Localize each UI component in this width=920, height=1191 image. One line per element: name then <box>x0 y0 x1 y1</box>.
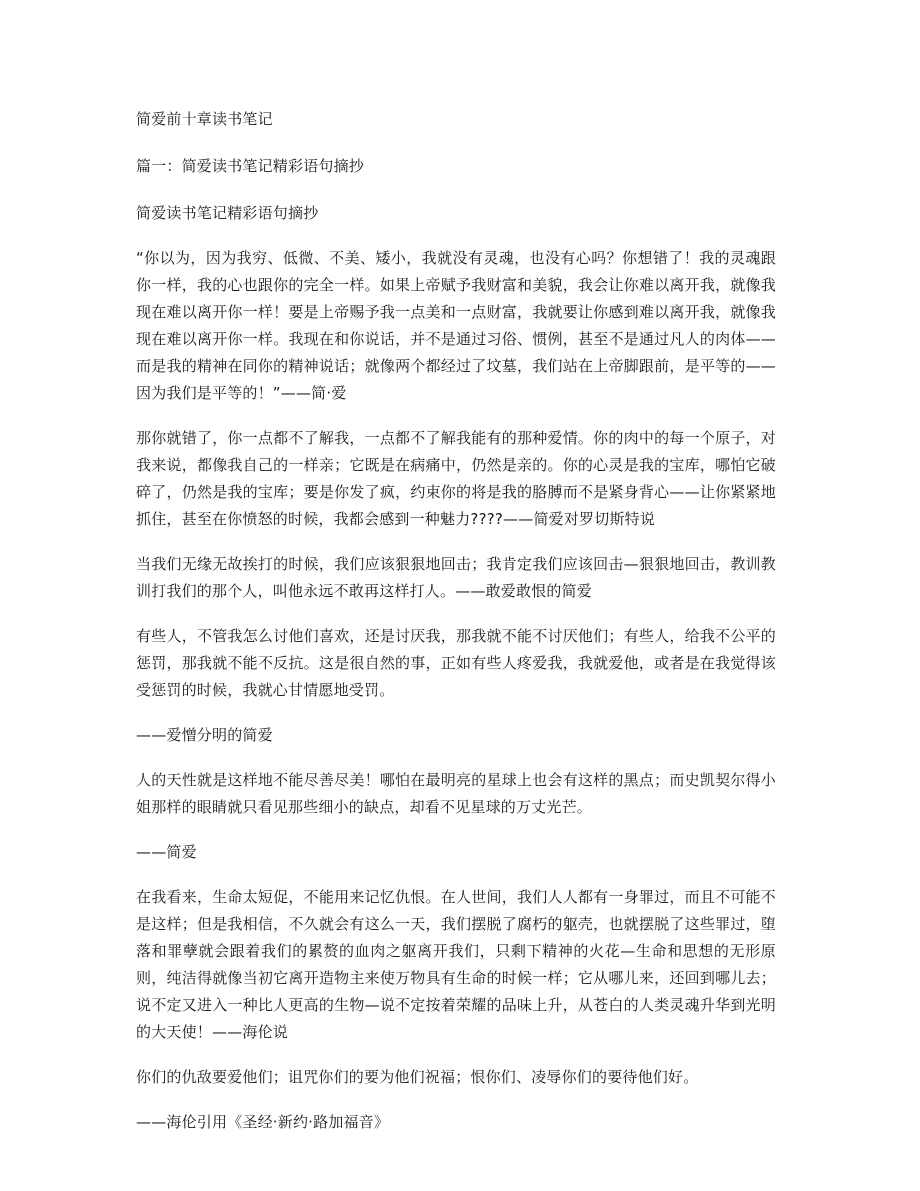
paragraph-attribution: ——海伦引用《圣经·新约·路加福音》 <box>136 1113 390 1131</box>
paragraph-quote-fairness: 有些人，不管我怎么讨他们喜欢，还是讨厌我，那我就不能不讨厌他们；有些人，给我不公平的惩罚，那我就不能不反抗。这是很自然的事，正如有些人疼爱我，我就爱他，或者是在我觉得该受惩罚的时候，我就心甘情愿地受罚。 <box>136 627 776 699</box>
paragraph-quote-nature: 人的天性就是这样地不能尽善尽美！哪怕在最明亮的星球上也会有这样的黑点；而史凯契尔得小姐那样的眼睛就只看见那些细小的缺点，却看不见星球的万丈光芒。 <box>136 771 776 816</box>
paragraph-quote-love: 那你就错了，你一点都不了解我，一点都不了解我能有的那种爱情。你的肉中的每一个原子，对我来说，都像我自己的一样亲；它既是在病痛中，仍然是亲的。你的心灵是我的宝库，哪怕它破碎了，仍然是我的宝库；要是你发了疯，约束你的将是我的胳膊而不是紧身背心——让你紧紧地抓住，甚至在你愤怒的时候，我都会感到一种魅力????——简爱对罗切斯特说 <box>136 429 776 528</box>
paragraph-quote-soul: “你以为，因为我穷、低微、不美、矮小，我就没有灵魂，也没有心吗？你想错了！我的灵魂跟你一样，我的心也跟你的完全一样。如果上帝赋予我财富和美貌，我会让你难以离开我，就像我现在难以离开你一样！要是上帝赐予我一点美和一点财富，我就要让你感到难以离开我，就像我现在难以离开你一样。我现在和你说话，并不是通过习俗、惯例，甚至不是通过凡人的肉体——而是我的精神在同你的精神说话；就像两个都经过了坟墓，我们站在上帝脚跟前，是平等的——因为我们是平等的！”——简·爱 <box>136 249 776 402</box>
section-heading: 篇一：简爱读书笔记精彩语句摘抄 <box>136 157 365 175</box>
paragraph-attribution: ——简爱 <box>136 843 197 861</box>
document-page <box>136 106 776 1154</box>
paragraph-quote-strike-back: 当我们无缘无故挨打的时候，我们应该狠狠地回击；我肯定我们应该回击—狠狠地回击，教训教训打我们的那个人，叫他永远不敢再这样打人。——敢爱敢恨的简爱 <box>136 555 776 600</box>
subheading: 简爱读书笔记精彩语句摘抄 <box>136 204 319 222</box>
paragraph-attribution: ——爱憎分明的简爱 <box>136 726 273 744</box>
paragraph-quote-enemies: 你们的仇敌要爱他们；诅咒你们的要为他们祝福；恨你们、凌辱你们的要待他们好。 <box>136 1068 699 1086</box>
paragraph-quote-helen: 在我看来，生命太短促，不能用来记忆仇恨。在人世间，我们人人都有一身罪过，而且不可能不是这样；但是我相信，不久就会有这么一天，我们摆脱了腐朽的躯壳，也就摆脱了这些罪过，堕落和罪孽就会跟着我们的累赘的血肉之躯离开我们，只剩下精神的火花—生命和思想的无形原则，纯洁得就像当初它离开造物主来使万物具有生命的时候一样；它从哪儿来，还回到哪儿去；说不定又进入一种比人更高的生物—说不定按着荣耀的品味上升，从苍白的人类灵魂升华到光明的大天使！——海伦说 <box>136 888 776 1041</box>
document-title: 简爱前十章读书笔记 <box>136 110 273 128</box>
